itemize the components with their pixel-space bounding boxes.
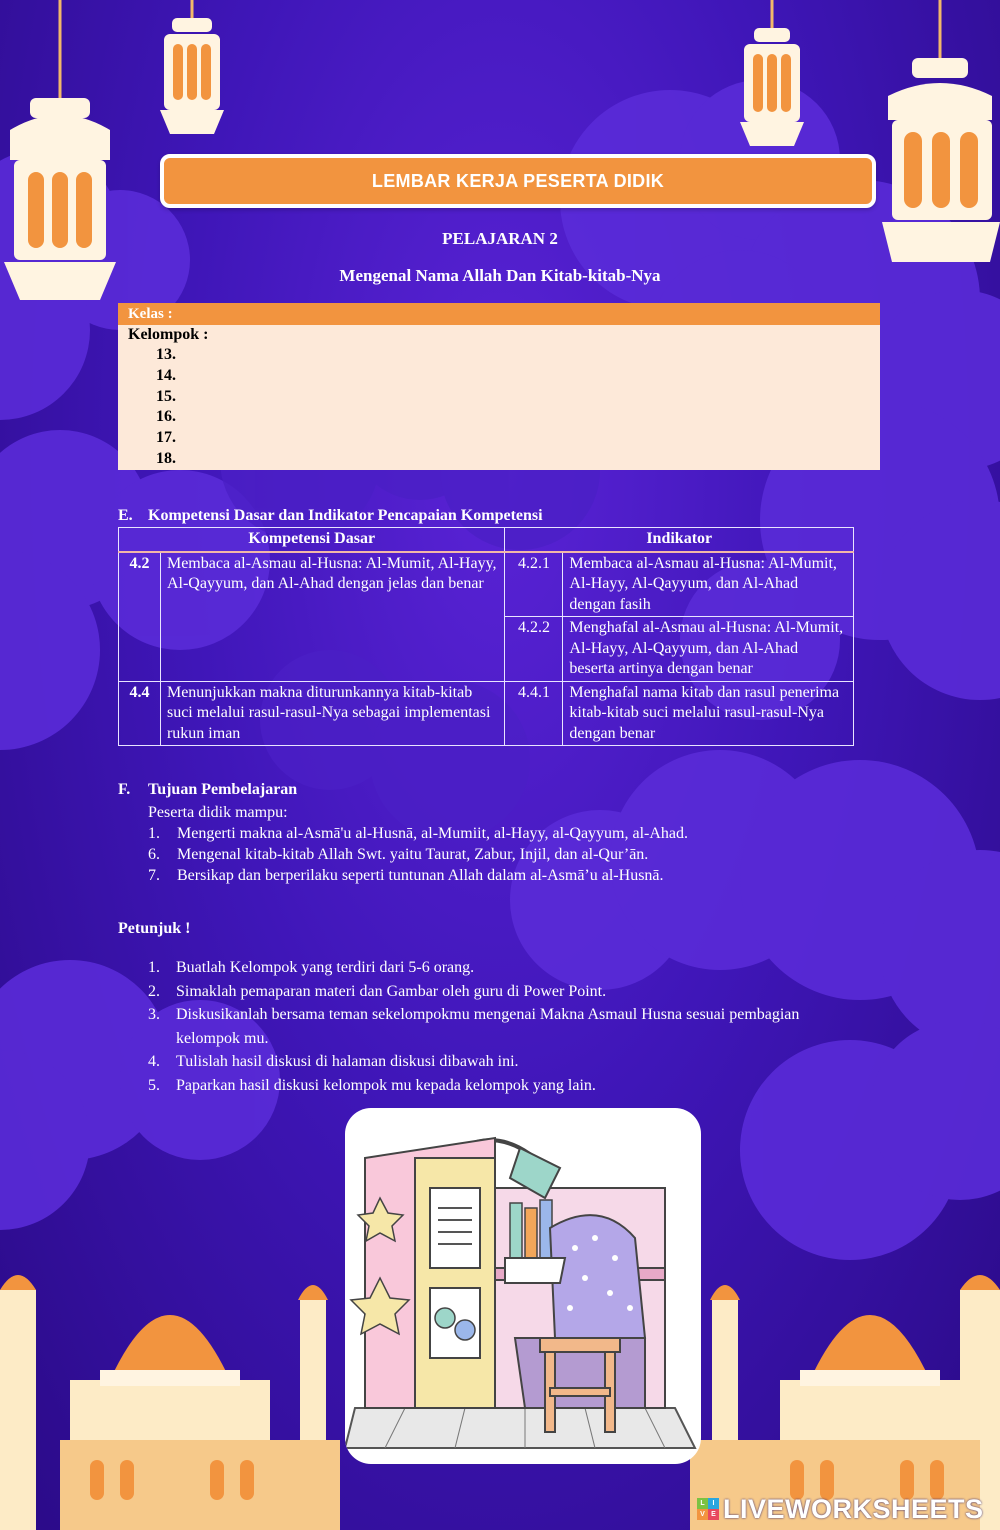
list-item: [148, 956, 838, 980]
indicator-text: Membaca al-Asmau al-Husna: Al-Mumit, Al-Hayy, Al-Qayyum, dan Al-Ahad dengan fasih: [563, 552, 854, 617]
instructions-heading: Petunjuk !: [118, 920, 191, 937]
kelas-field[interactable]: Kelas :: [118, 303, 880, 325]
item-text: Bersikap dan berperilaku seperti tuntunan Allah dalam al-Asmā’u al-Husnā.: [177, 867, 664, 884]
item-number: 4.: [148, 1053, 160, 1070]
item-text: Buatlah Kelompok yang terdiri dari 5-6 orang.: [176, 959, 475, 976]
list-item: [148, 980, 838, 1004]
badge-letter: V: [697, 1509, 708, 1520]
badge-letter: I: [708, 1498, 719, 1509]
list-item: [148, 1003, 838, 1050]
kelompok-label: Kelompok :: [128, 326, 209, 343]
lesson-number: PELAJARAN 2: [442, 229, 558, 248]
item-text: Mengenal kitab-kitab Allah Swt. yaitu Taurat, Zabur, Injil, dan al-Qur’ān.: [177, 846, 649, 863]
list-item: [148, 865, 688, 886]
objectives-intro: Peserta didik mampu:: [148, 804, 288, 821]
kd-text: Menunjukkan makna diturunkannya kitab-kitab suci melalui rasul-rasul-Nya sebagai implementasi rukun iman: [160, 681, 504, 746]
header-kompetensi-dasar: Kompetensi Dasar: [119, 528, 505, 552]
student-studying-illustration: [345, 1108, 701, 1464]
lantern-right-small: [740, 0, 804, 146]
lantern-right-large: [882, 0, 1000, 262]
liveworksheets-badge-icon: [697, 1498, 719, 1520]
indicator-text: Menghafal al-Asmau al-Husna: Al-Mumit, Al-Hayy, Al-Qayyum, dan Al-Ahad beserta artinya dengan benar: [563, 617, 854, 682]
badge-letter: E: [708, 1509, 719, 1520]
table-header-row: [119, 528, 854, 552]
kd-code: 4.2: [119, 552, 161, 682]
list-item: [148, 844, 688, 865]
list-item: [148, 823, 688, 844]
instructions-list: [148, 956, 838, 1097]
header-indikator: Indikator: [505, 528, 854, 552]
item-number: 1.: [148, 959, 160, 976]
member-slot[interactable]: 15.: [156, 387, 176, 405]
section-e-letter: E.: [118, 507, 133, 524]
learning-objectives: [148, 802, 688, 886]
section-e-title: Kompetensi Dasar dan Indikator Pencapaian Kompetensi: [148, 507, 543, 524]
item-text: Mengerti makna al-Asmā'u al-Husnā, al-Mumiit, al-Hayy, al-Qayyum, al-Ahad.: [177, 825, 689, 842]
member-slot[interactable]: 14.: [156, 366, 176, 384]
table-row: [119, 681, 854, 746]
section-f-heading: [118, 781, 297, 799]
item-number: 3.: [148, 1006, 160, 1023]
objectives-list: [148, 823, 688, 886]
badge-letter: L: [697, 1498, 708, 1509]
lantern-left-large: [4, 0, 116, 300]
item-number: 1.: [148, 825, 160, 842]
list-item: [148, 1074, 838, 1098]
member-slot[interactable]: 17.: [156, 429, 176, 447]
item-text: Tulislah hasil diskusi di halaman diskusi dibawah ini.: [176, 1053, 519, 1070]
group-info-box: [118, 303, 880, 470]
liveworksheets-logo[interactable]: [697, 1493, 984, 1525]
competency-table: [118, 527, 854, 746]
lesson-title: Mengenal Nama Allah Dan Kitab-kitab-Nya: [339, 266, 661, 285]
member-list: [118, 345, 880, 470]
mosque-right: [690, 1275, 1000, 1530]
liveworksheets-brand: LIVEWORKSHEETS: [723, 1493, 984, 1524]
lantern-left-small: [160, 0, 224, 134]
worksheet-title-banner: [160, 154, 876, 208]
list-item: [148, 1050, 838, 1074]
study-illustration-card: [345, 1108, 701, 1464]
item-number: 2.: [148, 982, 160, 1000]
item-number: 6.: [148, 846, 160, 863]
indicator-code: 4.2.1: [505, 552, 563, 617]
member-slot[interactable]: 16.: [156, 408, 176, 426]
member-slot[interactable]: 18.: [156, 449, 176, 467]
item-number: 5.: [148, 1076, 160, 1094]
member-slot[interactable]: 13.: [156, 346, 176, 363]
indicator-text: Menghafal nama kitab dan rasul penerima kitab-kitab suci melalui rasul-rasul-Nya dengan benar: [563, 681, 854, 746]
kd-text: Membaca al-Asmau al-Husna: Al-Mumit, Al-Hayy, Al-Qayyum, dan Al-Ahad dengan jelas dan benar: [160, 552, 504, 682]
section-e-heading: [118, 507, 543, 525]
indicator-code: 4.2.2: [505, 617, 563, 682]
indicator-code: 4.4.1: [505, 681, 563, 746]
kd-code: 4.4: [119, 681, 161, 746]
item-number: 7.: [148, 867, 160, 884]
worksheet-title: LEMBAR KERJA PESERTA DIDIK: [371, 170, 665, 191]
item-text: Diskusikanlah bersama teman sekelompokmu mengenai Makna Asmaul Husna sesuai pembagian kelompok mu.: [176, 1006, 800, 1047]
item-text: Simaklah pemaparan materi dan Gambar oleh guru di Power Point.: [176, 982, 607, 1000]
section-f-title: Tujuan Pembelajaran: [148, 781, 298, 798]
section-f-letter: F.: [118, 781, 131, 798]
table-row: [119, 552, 854, 617]
mosque-left: [0, 1275, 340, 1530]
item-text: Paparkan hasil diskusi kelompok mu kepada kelompok yang lain.: [176, 1076, 596, 1094]
